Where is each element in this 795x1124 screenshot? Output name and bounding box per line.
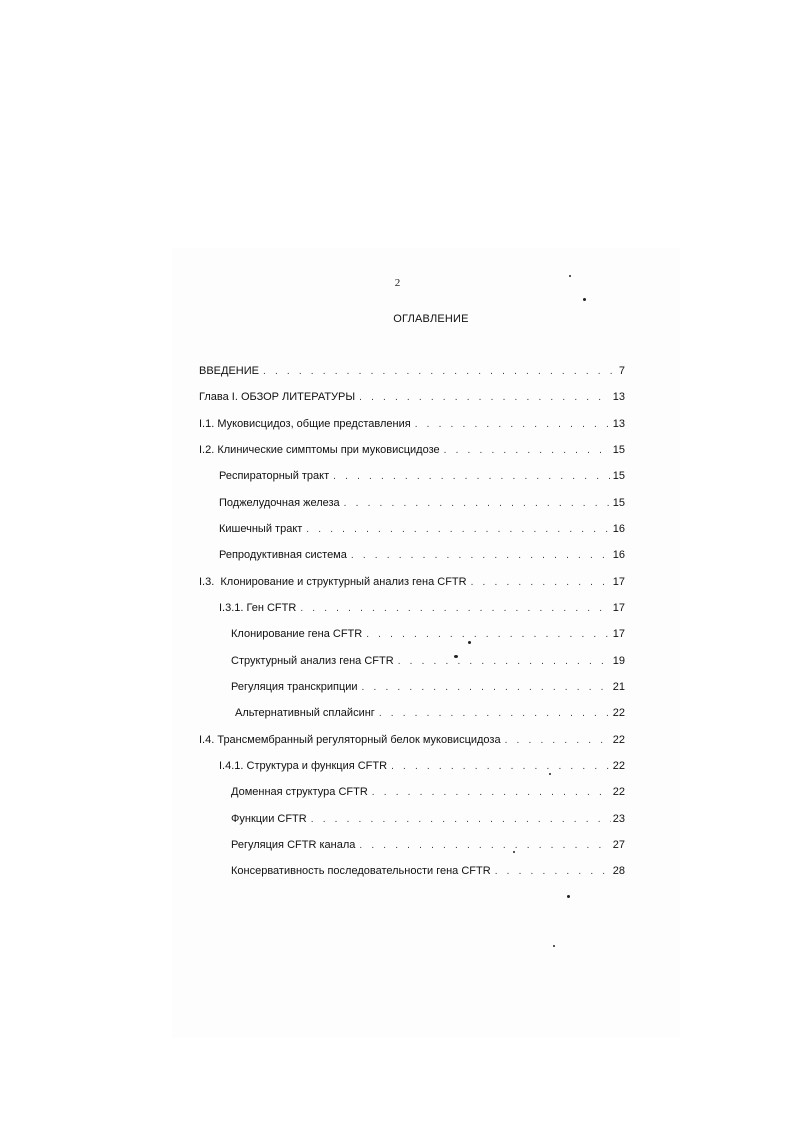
toc-entry-sequence-conservation[interactable] [199, 861, 625, 887]
dot-leader [444, 441, 611, 461]
toc-entry-title: Доменная структура CFTR [231, 786, 368, 799]
dot-leader [372, 783, 611, 803]
toc-entry-title: I.1. Муковисцидоз, общие представления [199, 417, 411, 430]
dot-leader [415, 415, 611, 435]
toc-entry-section-1-4[interactable] [199, 730, 625, 756]
toc-entry-title: I.4. Трансмембранный регуляторный белок муковисцидоза [199, 733, 501, 746]
toc-entry-page: 16 [612, 549, 625, 562]
dot-leader [359, 836, 610, 856]
dot-leader [495, 862, 611, 882]
dot-leader [333, 467, 611, 487]
toc-entry-page: 17 [612, 601, 625, 614]
toc-entry-cftr-functions[interactable] [199, 809, 625, 835]
toc-entry-page: 23 [612, 812, 625, 825]
toc-entry-page: 28 [612, 865, 625, 878]
toc-entry-title: Регуляция CFTR канала [231, 838, 356, 851]
toc-entry-title: Структурный анализ гена CFTR [231, 654, 394, 667]
scan-speck [567, 895, 570, 898]
toc-entry-title: ВВЕДЕНИЕ [199, 365, 259, 377]
scan-speck [513, 851, 515, 853]
page-number: 2 [394, 277, 401, 289]
dot-leader [306, 520, 610, 540]
toc-entry-title: Клонирование гена CFTR [231, 628, 363, 641]
toc-entry-page: 15 [612, 496, 625, 509]
toc-entry-page: 16 [612, 522, 625, 535]
toc-entry-page: 17 [612, 575, 625, 588]
toc-entry-transcription-regulation[interactable] [199, 677, 625, 703]
toc-entry-title: Консервативность последовательности гена CFTR [231, 865, 491, 878]
scan-speck [569, 275, 571, 277]
toc-entry-domain-structure[interactable] [199, 782, 625, 808]
scan-speck [454, 655, 458, 658]
toc-entry-page: 27 [612, 838, 625, 851]
toc-entry-page: 13 [612, 417, 625, 430]
toc-entry-page: 15 [612, 443, 625, 456]
toc-entry-structural-analysis[interactable] [199, 651, 625, 677]
toc-entry-title: Альтернативный сплайсинг [235, 707, 375, 720]
dot-leader [300, 599, 610, 619]
dot-leader [366, 625, 611, 645]
scan-speck [553, 945, 555, 947]
page-title: ОГЛАВЛЕНИЕ [393, 313, 469, 325]
scan-speck [583, 298, 586, 301]
toc-entry-channel-regulation[interactable] [199, 835, 625, 861]
toc-entry-page: 22 [612, 733, 625, 746]
toc-entry-page: 22 [612, 759, 625, 772]
toc-entry-page: 22 [612, 707, 625, 720]
toc-entry-title: I.4.1. Структура и функция CFTR [219, 759, 388, 772]
toc-entry-title: Глава I. ОБЗОР ЛИТЕРАТУРЫ [199, 391, 356, 404]
toc-entry-section-1-3[interactable] [199, 572, 625, 598]
toc-entry-page: 19 [612, 654, 625, 667]
toc-entry-cloning-cftr[interactable] [199, 624, 625, 650]
dot-leader [311, 810, 611, 830]
toc-entry-page: 7 [618, 365, 625, 377]
toc-entry-page: 13 [612, 391, 625, 404]
toc-entry-section-1-4-1[interactable] [199, 756, 625, 782]
scan-speck [468, 641, 471, 644]
toc-entry-page: 22 [612, 786, 625, 799]
toc-entry-section-1-2[interactable] [199, 440, 625, 466]
toc-entry-page: 21 [612, 680, 625, 693]
toc-entry-title: Регуляция транскрипции [231, 680, 358, 693]
toc-entry-title: I.3.1. Ген CFTR [219, 601, 297, 614]
toc-entry-page: 15 [612, 470, 625, 483]
dot-leader [471, 573, 611, 593]
dot-leader [391, 757, 611, 777]
toc-entry-title: I.3. Клонирование и структурный анализ гена CFTR [199, 575, 467, 588]
dot-leader [351, 546, 611, 566]
toc-entry-page: 17 [612, 628, 625, 641]
dot-leader [344, 494, 611, 514]
toc-entry-title: Репродуктивная система [219, 549, 347, 562]
toc-entry-alternative-splicing[interactable] [199, 703, 625, 729]
toc-entry-chapter-1[interactable] [199, 387, 625, 413]
toc-entry-reproductive-system[interactable] [199, 545, 625, 571]
toc-entry-respiratory-tract[interactable] [199, 466, 625, 492]
dot-leader [505, 731, 611, 751]
toc-entry-pancreas[interactable] [199, 493, 625, 519]
toc-entry-title: I.2. Клинические симптомы при муковисцидозе [199, 443, 440, 456]
toc-entry-section-1-3-1[interactable] [199, 598, 625, 624]
dot-leader [359, 388, 611, 408]
toc-entry-section-1-1[interactable] [199, 414, 625, 440]
toc-entry-title: Кишечный тракт [219, 522, 303, 535]
toc-entry-intestinal-tract[interactable] [199, 519, 625, 545]
dot-leader [379, 704, 611, 724]
toc-entry-title: Поджелудочная железа [219, 496, 340, 509]
toc-entry-title: Респираторный тракт [219, 470, 330, 483]
scan-speck [549, 773, 551, 775]
dot-leader [263, 362, 617, 382]
dot-leader [362, 678, 611, 698]
dot-leader [398, 652, 611, 672]
toc-entry-title: Функции CFTR [231, 812, 307, 825]
table-of-contents [199, 361, 625, 888]
toc-entry-introduction[interactable] [199, 361, 625, 387]
